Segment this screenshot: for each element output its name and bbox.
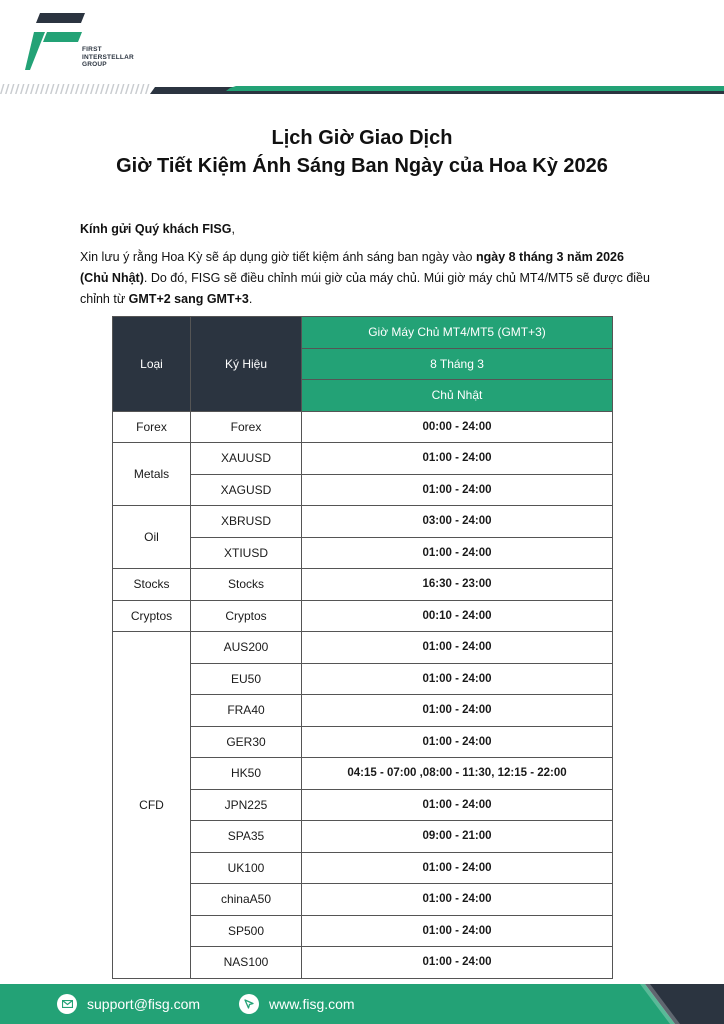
- cell-type: Oil: [113, 506, 191, 569]
- cursor-icon: [239, 994, 259, 1014]
- cell-symbol: chinaA50: [191, 884, 302, 916]
- cell-symbol: JPN225: [191, 789, 302, 821]
- footer-email-text[interactable]: support@fisg.com: [87, 996, 201, 1012]
- table-row: [113, 506, 613, 538]
- cell-server-time: 01:00 - 24:00: [302, 663, 613, 695]
- cell-server-time: 01:00 - 24:00: [302, 884, 613, 916]
- table-row: [113, 632, 613, 664]
- notice-body: [80, 219, 650, 310]
- greeting: [80, 219, 650, 240]
- brand-line-1: FIRST: [82, 46, 102, 53]
- table-header: [113, 317, 613, 412]
- notice-text-a: Xin lưu ý rằng Hoa Kỳ sẽ áp dụng giờ tiết kiệm ánh sáng ban ngày vào: [80, 250, 476, 264]
- fisg-logo-icon: [25, 13, 85, 71]
- cell-symbol: EU50: [191, 663, 302, 695]
- cell-server-time: 01:00 - 24:00: [302, 726, 613, 758]
- notice-gmt-change: GMT+2 sang GMT+3: [128, 292, 249, 306]
- cell-server-time: 01:00 - 24:00: [302, 443, 613, 475]
- cell-symbol: UK100: [191, 852, 302, 884]
- cell-server-time: 04:15 - 07:00 ,08:00 - 11:30, 12:15 - 22:00: [302, 758, 613, 790]
- cell-server-time: 01:00 - 24:00: [302, 695, 613, 727]
- cell-symbol: SP500: [191, 915, 302, 947]
- cell-symbol: GER30: [191, 726, 302, 758]
- cell-server-time: 01:00 - 24:00: [302, 852, 613, 884]
- greeting-text: Kính gửi Quý khách FISG: [80, 222, 232, 236]
- footer-website[interactable]: [239, 984, 355, 1024]
- cell-symbol: XAGUSD: [191, 474, 302, 506]
- cell-server-time: 00:00 - 24:00: [302, 411, 613, 443]
- trading-hours-table: [112, 316, 613, 979]
- col-header-server-time: Giờ Máy Chủ MT4/MT5 (GMT+3): [302, 317, 613, 349]
- footer-email[interactable]: [57, 984, 200, 1024]
- notice-text-c: . Do đó, FISG sẽ điều chỉnh múi giờ của máy chủ. Múi giờ máy chủ MT4/MT5 sẽ được điều chỉnh từ: [80, 271, 650, 306]
- col-header-type: Loại: [113, 317, 191, 412]
- title-line-1: Lịch Giờ Giao Dịch: [271, 127, 453, 149]
- cell-server-time: 01:00 - 24:00: [302, 632, 613, 664]
- table-row: [113, 443, 613, 475]
- cell-symbol: Forex: [191, 411, 302, 443]
- cell-symbol: Stocks: [191, 569, 302, 601]
- cell-type: Stocks: [113, 569, 191, 601]
- notice-paragraph: [80, 247, 650, 310]
- notice-text-e: .: [248, 292, 253, 306]
- cell-server-time: 01:00 - 24:00: [302, 947, 613, 979]
- cell-type: Cryptos: [113, 600, 191, 632]
- header-band: [0, 84, 724, 94]
- cell-symbol: AUS200: [191, 632, 302, 664]
- cell-server-time: 03:00 - 24:00: [302, 506, 613, 538]
- col-header-date: 8 Tháng 3: [302, 348, 613, 380]
- cell-type: CFD: [113, 632, 191, 979]
- cell-symbol: NAS100: [191, 947, 302, 979]
- footer-website-text[interactable]: www.fisg.com: [269, 996, 355, 1012]
- title-line-2: Giờ Tiết Kiệm Ánh Sáng Ban Ngày của Hoa Kỳ 2026: [116, 155, 608, 177]
- greeting-comma: ,: [231, 222, 235, 236]
- brand-line-2: INTERSTELLAR: [82, 53, 134, 61]
- cell-type: Forex: [113, 411, 191, 443]
- cell-symbol: XAUUSD: [191, 443, 302, 475]
- notice-date: ngày 8 tháng 3 năm 2026 (Chủ Nhật): [80, 250, 624, 285]
- cell-server-time: 16:30 - 23:00: [302, 569, 613, 601]
- cell-server-time: 09:00 - 21:00: [302, 821, 613, 853]
- table-row: [113, 600, 613, 632]
- brand-name: [82, 46, 134, 69]
- table-row: [113, 569, 613, 601]
- table-body: [113, 411, 613, 978]
- table-row: [113, 411, 613, 443]
- page-title: [0, 124, 724, 180]
- cell-symbol: SPA35: [191, 821, 302, 853]
- cell-server-time: 00:10 - 24:00: [302, 600, 613, 632]
- cell-server-time: 01:00 - 24:00: [302, 915, 613, 947]
- col-header-symbol: Ký Hiệu: [191, 317, 302, 412]
- col-header-day: Chủ Nhật: [302, 380, 613, 412]
- mail-icon: [57, 994, 77, 1014]
- cell-server-time: 01:00 - 24:00: [302, 474, 613, 506]
- cell-symbol: FRA40: [191, 695, 302, 727]
- cell-symbol: HK50: [191, 758, 302, 790]
- cell-server-time: 01:00 - 24:00: [302, 789, 613, 821]
- cell-symbol: XTIUSD: [191, 537, 302, 569]
- brand-line-3: GROUP: [82, 61, 107, 68]
- cell-symbol: XBRUSD: [191, 506, 302, 538]
- cell-symbol: Cryptos: [191, 600, 302, 632]
- cell-type: Metals: [113, 443, 191, 506]
- cell-server-time: 01:00 - 24:00: [302, 537, 613, 569]
